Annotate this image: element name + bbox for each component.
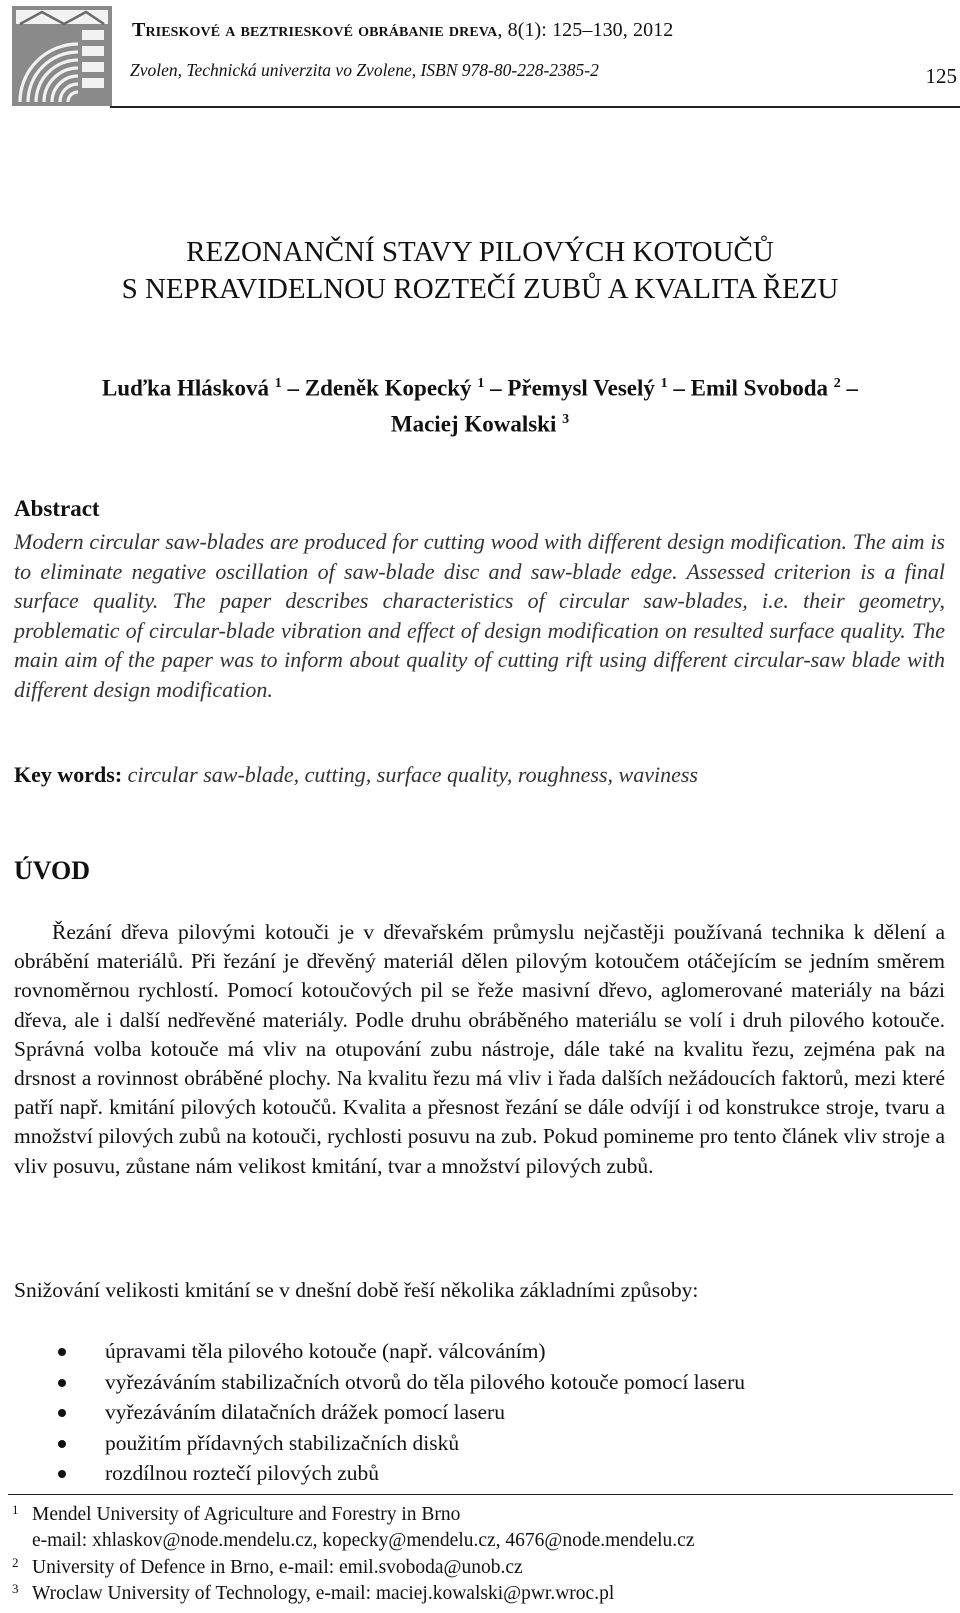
journal-logo (12, 6, 112, 106)
title-line-2: S NEPRAVIDELNOU ROZTEČÍ ZUBŮ A KVALITA ŘEZU (121, 273, 839, 305)
author-affiliation: 3 (562, 411, 570, 427)
list-item (58, 1428, 745, 1459)
author-name: Emil Svoboda (690, 375, 829, 401)
author-separator: – (484, 375, 508, 401)
footnote (10, 1502, 950, 1554)
list-item-text: úpravami těla pilového kotouče (např. válcováním) (105, 1339, 546, 1363)
journal-title: Trieskové a beztrieskové obrábanie dreva (132, 19, 498, 41)
list-item (58, 1397, 745, 1428)
list-item (58, 1336, 745, 1367)
body-paragraph: Řezání dřeva pilovými kotouči je v dřevařském průmyslu nejčastěji používaná technika k dělení a obrábění materiálů. Při řezání je dřevěný materiál dělen pilovým kotoučem otáčejícím se jedním směrem rovnoměrnou rychlostí. Pomocí kotoučových pil se řeže masivní dřevo, aglomerované materiály na bázi dřeva, ale i další nedřevěné materiály. Podle druhu obráběného materiálu se volí i druh pilového kotouče. Správná volba kotouče má vliv na otupování zubu nástroje, dále také na kvalitu řezu, zejména pak na drsnost a rovinnost obráběné plochy. Na kvalitu řezu má vliv i řada dalších nežádoucích faktorů, mezi které patří např. kmitání pilových kotoučů. Kvalita a přesnost řezání se dále odvíjí i od konstrukce stroje, tvaru a množství pilových zubů na kotouči, rychlosti posuvu na zub. Pokud pomineme pro tento článek vliv stroje a vliv posuvu, zůstane nám velikost kmitání, tvar a množství pilových zubů. (14, 920, 945, 1178)
keywords-value: circular saw-blade, cutting, surface quality, roughness, waviness (122, 762, 698, 787)
bullet-icon (58, 1470, 66, 1478)
publisher-line: Zvolen, Technická univerzita vo Zvolene, ISBN 978-80-228-2385-2 (130, 60, 599, 80)
body-paragraph: Snižování velikosti kmitání se v dnešní době řeší několika základními způsoby: (14, 1278, 699, 1302)
list-item (58, 1458, 745, 1489)
author-line-2 (0, 404, 960, 440)
keywords-label: Key words: (14, 762, 123, 787)
list-item-text: vyřezáváním stabilizačních otvorů do těla pilového kotouče pomocí laseru (105, 1369, 746, 1394)
author-separator: – (281, 375, 305, 401)
bullet-icon (58, 1379, 66, 1387)
author-affiliation: 2 (833, 376, 841, 391)
author-separator: – (667, 375, 691, 401)
abstract-heading: Abstract (14, 496, 100, 521)
title-line-1: REZONANČNÍ STAVY PILOVÝCH KOTOUČŮ (186, 236, 774, 268)
footnote-number: 3 (12, 1581, 19, 1596)
author-name: Maciej Kowalski (390, 411, 557, 437)
author-line-1 (0, 368, 960, 404)
footnote (10, 1581, 950, 1607)
author-name: Přemysl Veselý (507, 375, 655, 401)
footnote-rule (8, 1494, 953, 1495)
author-name: Luďka Hlásková (101, 375, 270, 401)
footnote-number: 2 (12, 1555, 19, 1570)
journal-title-line (132, 19, 673, 42)
author-separator: – (840, 375, 859, 401)
journal-issue: , 8(1): 125–130, 2012 (497, 19, 674, 41)
author-affiliation: 1 (274, 376, 282, 391)
paper-title (0, 234, 960, 308)
bullet-icon (58, 1440, 66, 1448)
footnote-number: 1 (12, 1502, 19, 1517)
author-name: Zdeněk Kopecký (304, 375, 472, 401)
header-rule (110, 106, 960, 108)
page-number: 125 (925, 64, 957, 88)
footnote-text: Mendel University of Agriculture and Forestry in Brno (32, 1504, 461, 1525)
section-heading: ÚVOD (14, 856, 91, 885)
footnote-email: e-mail: xhlaskov@node.mendelu.cz, kopecky@mendelu.cz, 4676@node.mendelu.cz (32, 1530, 695, 1551)
keywords (14, 762, 698, 788)
list-item-text: vyřezáváním dilatačních drážek pomocí laseru (105, 1400, 505, 1424)
author-affiliation: 1 (660, 376, 668, 391)
footnote (10, 1555, 950, 1581)
abstract-text: Modern circular saw-blades are produced for cutting wood with different design modification. The aim is to eliminate negative oscillation of saw-blade disc and saw-blade edge. Assessed criterion is a final surface quality. The paper describes characteristics of circular saw-blades, i.e. their geometry, problematic of circular-blade vibration and effect of design modification on resulted surface quality. The main aim of the paper was to inform about quality of cutting rift using different circular-saw blade with different design modification. (14, 529, 945, 702)
list-item-text: použitím přídavných stabilizačních disků (105, 1430, 460, 1455)
author-affiliation: 1 (477, 376, 485, 391)
list-item-text: rozdílnou roztečí pilových zubů (105, 1461, 380, 1485)
footnote-text: Wroclaw University of Technology, e-mail: maciej.kowalski@pwr.wroc.pl (32, 1583, 615, 1604)
bullet-icon (58, 1409, 66, 1417)
bullet-list (58, 1336, 745, 1489)
footnote-text: University of Defence in Brno, e-mail: emil.svoboda@unob.cz (32, 1557, 523, 1578)
author-list (0, 368, 960, 439)
list-item (58, 1367, 745, 1398)
bullet-icon (58, 1348, 66, 1356)
